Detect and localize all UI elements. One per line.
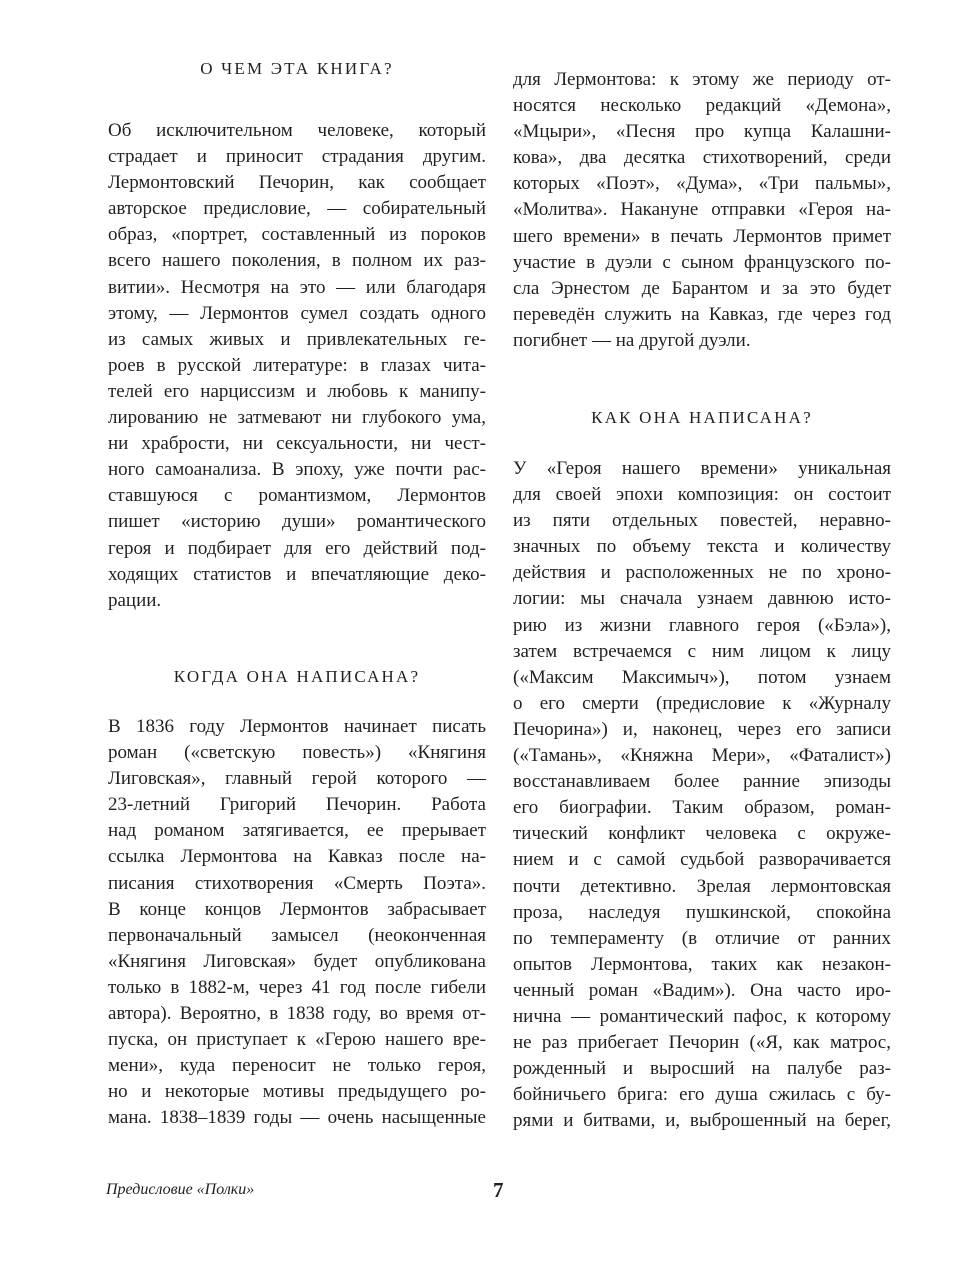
text-line: о его смерти (предисловие к «Журналу (513, 692, 891, 714)
text-line: этому, — Лермонтов сумел создать одного (108, 302, 486, 324)
text-line: бойничьего брига: его душа сжилась с бу- (513, 1084, 891, 1106)
page-number: 7 (493, 1178, 504, 1202)
text-line: образ, «портрет, составленный из пороков (108, 224, 486, 246)
text-line: рожденный и выросший на палубе раз- (513, 1058, 891, 1080)
section-heading-how-written: КАК ОНА НАПИСАНА? (591, 408, 813, 427)
text-line: действия и расположенных не по хроно- (513, 562, 891, 584)
text-line: тический конфликт человека с окруже- (513, 823, 891, 845)
text-line: мана. 1838–1839 годы — очень насыщенные (108, 1107, 486, 1129)
text-line: ного самоанализа. В эпоху, уже почти рас- (108, 459, 486, 481)
text-line: пишет «историю души» романтического (108, 511, 486, 533)
text-line: всего нашего поколения, в полном их раз- (108, 250, 486, 272)
text-line: по темпераменту (в отличие от ранних (513, 927, 891, 949)
text-line: сла Эрнестом де Барантом и за это будет (513, 277, 891, 299)
text-line: писания стихотворения «Смерть Поэта». (108, 872, 486, 894)
text-line: которых «Поэт», «Дума», «Три пальмы», (513, 173, 891, 195)
text-line: телей его нарциссизм и любовь к манипу- (108, 380, 486, 402)
text-line: («Тамань», «Княжна Мери», «Фаталист») (513, 745, 891, 767)
text-line: для Лермонтова: к этому же периоду от- (513, 69, 891, 90)
text-line: В 1836 году Лермонтов начинает писать (108, 716, 486, 737)
text-line: переведён служить на Кавказ, где через год (513, 303, 891, 325)
text-line: В конце концов Лермонтов забрасывает (108, 898, 486, 920)
paragraph-when-written (108, 714, 486, 1132)
text-line: нием и с самой судьбой разворачивается (513, 849, 891, 871)
text-line: нична — романтический пафос, к которому (513, 1005, 891, 1027)
text-line: его биографии. Таким образом, роман- (513, 797, 891, 819)
text-line: Об исключительном человеке, который (108, 120, 486, 141)
text-line: только в 1882-м, через 41 год после гибели (108, 976, 486, 998)
text-line: логии: мы сначала узнаем давнюю исто- (513, 588, 891, 610)
text-line: рации. (108, 589, 162, 611)
text-line: проза, наследуя пушкинской, спокойна (513, 901, 891, 923)
text-line: ходящих статистов и впечатляющие деко- (108, 563, 486, 585)
text-line: затем встречаемся с ним лицом к лицу (513, 640, 891, 662)
text-line: ставшуюся с романтизмом, Лермонтов (108, 485, 486, 507)
text-line: ссылка Лермонтова на Кавказ после на- (108, 846, 486, 868)
text-line: не раз прибегает Печорин («Я, как матрос, (513, 1032, 891, 1054)
text-line: лированию не затмевают ни глубокого ума, (108, 407, 486, 429)
running-title: Предисловие «Полки» (106, 1181, 255, 1198)
text-line: первоначальный замысел (неоконченная (108, 924, 486, 946)
text-line: «Княгиня Лиговская» будет опубликована (108, 950, 486, 972)
text-line: носятся несколько редакций «Демона», (513, 95, 891, 117)
paragraph-about (108, 118, 486, 614)
text-line: У «Героя нашего времени» уникальная (513, 458, 891, 479)
text-line: шего времени» в печать Лермонтов примет (513, 225, 891, 247)
text-line: авторское предисловие, — собирательный (108, 198, 486, 220)
text-line: ченный роман «Вадим»). Она часто иро- (513, 979, 891, 1001)
text-line: почти детективно. Зрелая лермонтовская (513, 875, 891, 897)
text-line: рями и битвами, и, выброшенный на берег, (513, 1110, 891, 1132)
text-line: опытов Лермонтова, таких как незакон- (513, 953, 891, 975)
text-line: из пяти отдельных повестей, неравно- (513, 510, 891, 532)
text-line: значных по объему текста и количеству (513, 536, 891, 558)
text-line: «Мцыри», «Песня про купца Калашни- (513, 121, 891, 143)
text-line: «Молитва». Накануне отправки «Героя на- (513, 199, 891, 221)
text-line: из самых живых и привлекательных ге- (108, 328, 486, 350)
paragraph-how-written (513, 456, 891, 1134)
text-line: пуска, он приступает к «Герою нашего вре- (108, 1029, 486, 1051)
text-line: погибнет — на другой дуэли. (513, 329, 751, 351)
text-line: («Максим Максимыч»), потом узнаем (513, 666, 891, 688)
text-line: роев в русской литературе: в глазах чита- (108, 354, 486, 376)
text-line: рию из жизни главного героя («Бэла»), (513, 614, 891, 636)
paragraph-when-written-continued (513, 67, 891, 354)
text-line: над романом затягивается, ее прерывает (108, 820, 486, 842)
text-line: мени», куда переносит не только героя, (108, 1055, 486, 1077)
text-line: героя и подбирает для его действий под- (108, 537, 486, 559)
text-line: автора). Вероятно, в 1838 году, во время от- (108, 1003, 486, 1025)
text-line: ни храбрости, ни сексуальности, ни чест- (108, 433, 486, 455)
section-heading-about: О ЧЕМ ЭТА КНИГА? (200, 59, 394, 78)
text-line: 23-летний Григорий Печорин. Работа (108, 794, 486, 816)
text-line: но и некоторые мотивы предыдущего ро- (108, 1081, 486, 1103)
text-line: Печорина») и, наконец, через его записи (513, 718, 891, 740)
text-line: Лермонтовский Печорин, как сообщает (108, 172, 486, 194)
text-line: для своей эпохи композиция: он состоит (513, 484, 891, 506)
section-heading-when-written: КОГДА ОНА НАПИСАНА? (173, 667, 421, 686)
text-line: роман («светскую повесть») «Княгиня (108, 742, 486, 764)
text-line: участие в дуэли с сыном французского по- (513, 251, 891, 273)
text-line: витии». Несмотря на это — или благодаря (108, 276, 486, 298)
text-line: страдает и приносит страдания другим. (108, 146, 486, 168)
text-line: восстанавливаем более ранние эпизоды (513, 771, 891, 793)
text-line: кова», два десятка стихотворений, среди (513, 147, 891, 169)
text-line: Лиговская», главный герой которого — (108, 768, 486, 790)
